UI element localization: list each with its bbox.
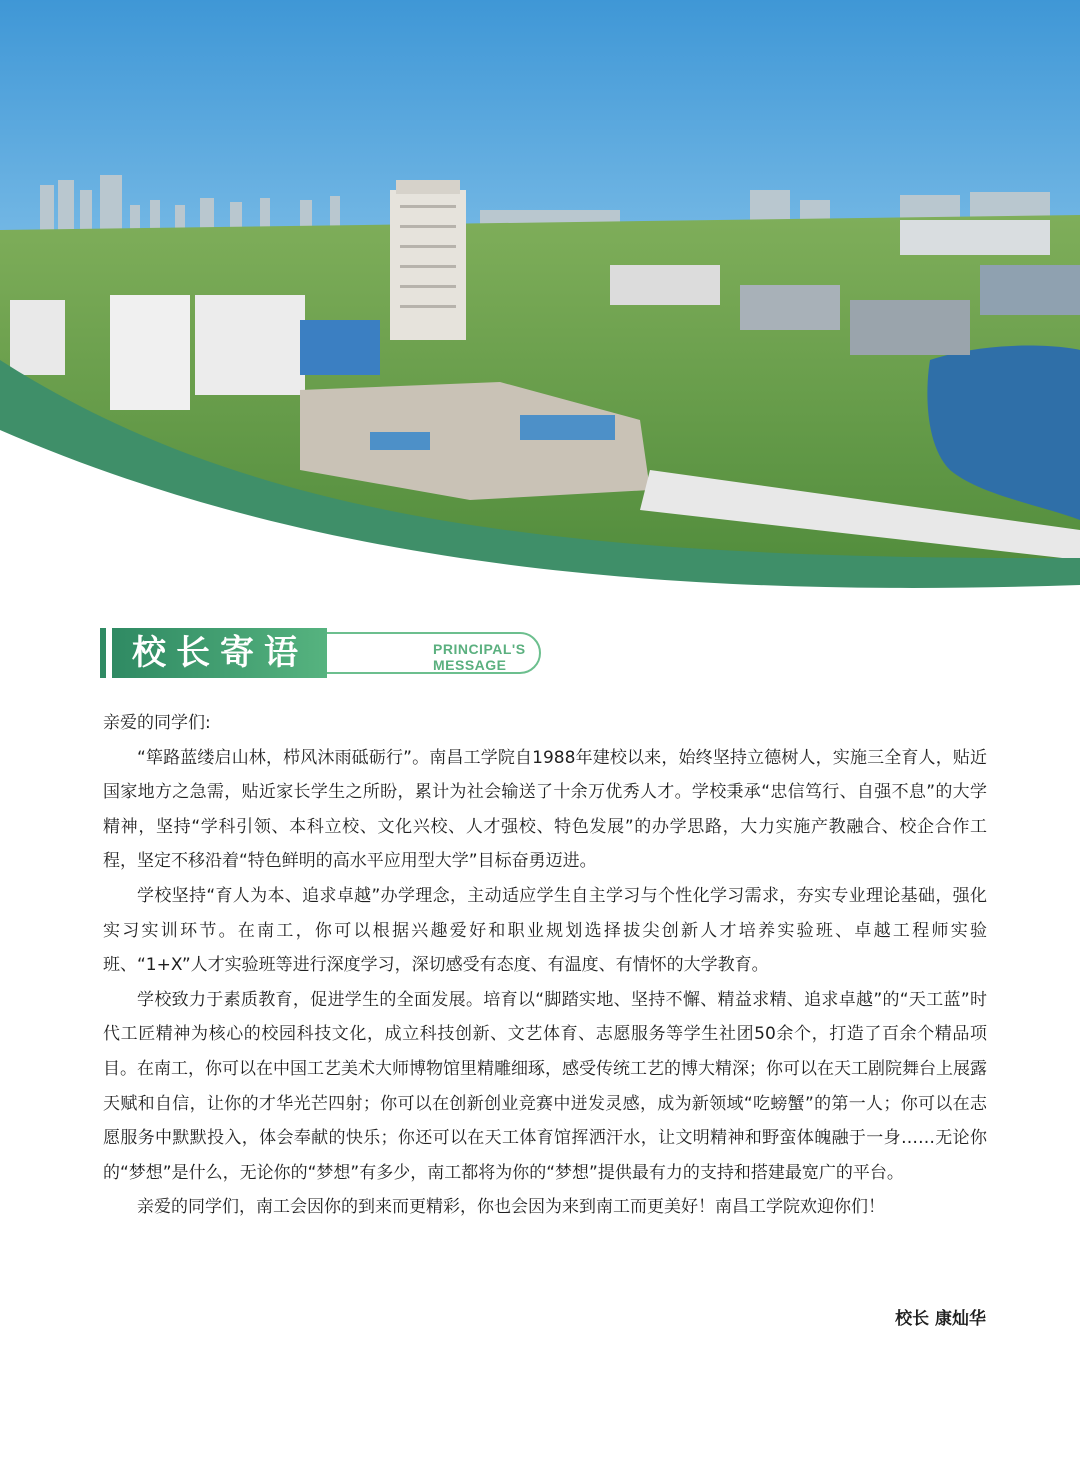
letter-paragraph-2: 学校坚持“育人为本、追求卓越”办学理念，主动适应学生自主学习与个性化学习需求，夯实专业理论基础，强化实习实训环节。在南工，你可以根据兴趣爱好和职业规划选择拔尖创新人才培养实验班、卓越工程师实验班、“1+X”人才实验班等进行深度学习，深切感受有态度、有温度、有情怀的大学教育。 [103,885,987,976]
title-en-line1: PRINCIPAL'S [433,641,526,657]
section-title [100,628,526,678]
title-en-pill [305,632,541,674]
letter-paragraph-1: “筚路蓝缕启山林，栉风沐雨砥砺行”。南昌工学院自1988年建校以来，始终坚持立德树人，实施三全育人，贴近国家地方之急需，贴近家长学生之所盼，累计为社会输送了十余万优秀人才。学校秉承“忠信笃行、自强不息”的大学精神，坚持“学科引领、本科立校、文化兴校、人才强校、特色发展”的办学思路，大力实施产教融合、校企合作工程，坚定不移沿着“特色鲜明的高水平应用型大学”目标奋勇迈进。 [103,747,987,872]
campus-aerial-photo [0,0,1080,600]
letter-paragraph-3: 学校致力于素质教育，促进学生的全面发展。培育以“脚踏实地、坚持不懈、精益求精、追求卓越”的“天工蓝”时代工匠精神为核心的校园科技文化，成立科技创新、文艺体育、志愿服务等学生社团50余个，打造了百余个精品项目。在南工，你可以在中国工艺美术大师博物馆里精雕细琢，感受传统工艺的博大精深；你可以在天工剧院舞台上展露天赋和自信，让你的才华光芒四射；你可以在创新创业竞赛中迸发灵感，成为新领域“吃螃蟹”的第一人；你可以在志愿服务中默默投入，体会奉献的快乐；你还可以在天工体育馆挥洒汗水，让文明精神和野蛮体魄融于一身……无论你的“梦想”是什么，无论你的“梦想”有多少，南工都将为你的“梦想”提供最有力的支持和搭建最宽广的平台。 [103,989,987,1183]
title-accent-bar [100,628,106,678]
letter-body [103,706,987,1225]
title-en-line2: MESSAGE [433,657,507,673]
signature: 校长 康灿华 [895,1309,986,1329]
title-cn: 校长寄语 [112,628,327,678]
letter-paragraph-4: 亲爱的同学们，南工会因你的到来而更精彩，你也会因为来到南工而更美好！南昌工学院欢迎你们！ [137,1197,885,1218]
letter-greeting: 亲爱的同学们: [103,713,211,733]
